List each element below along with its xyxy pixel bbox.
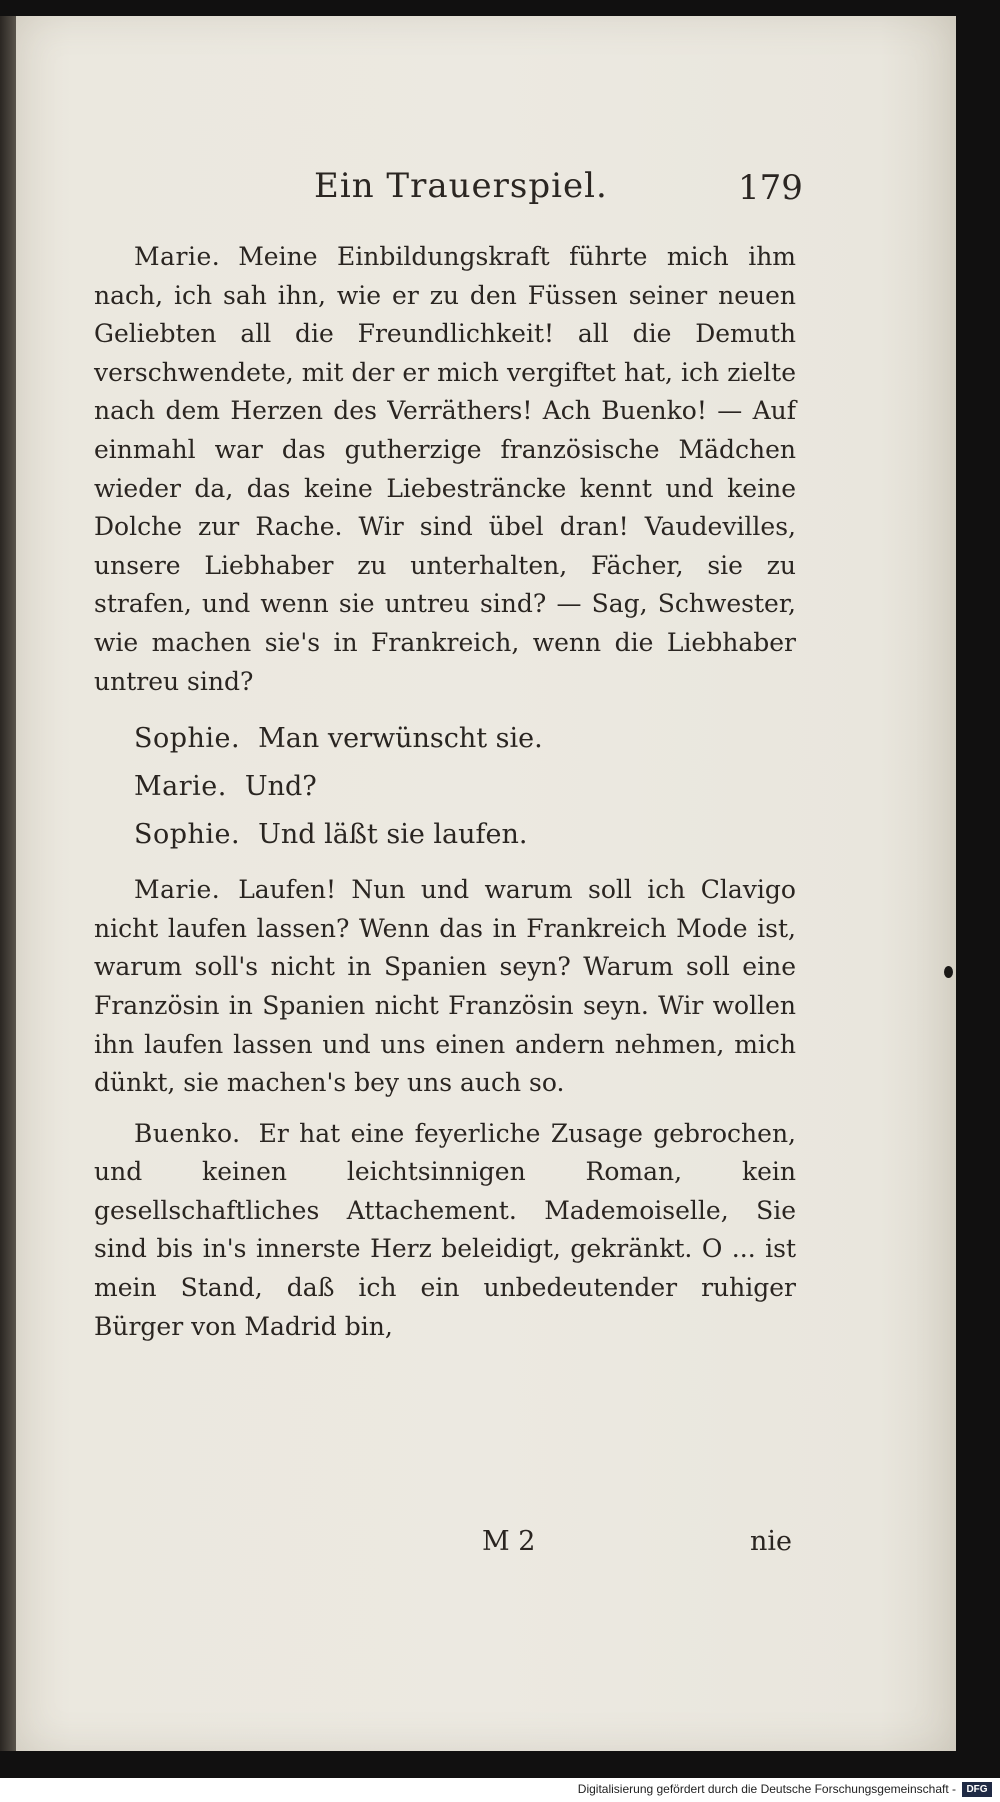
dfg-logo-icon: DFG: [962, 1782, 992, 1797]
speech-text: Und?: [244, 771, 317, 803]
dialogue-paragraph-sophie-2: [94, 811, 796, 859]
scan-artifact-dot: [944, 966, 953, 978]
speech-text: Laufen! Nun und warum soll ich Clavigo nicht laufen lassen? Wenn das in Frankreich Mode ist, warum soll's nicht in Spanien seyn? Warum soll eine Französin in Spanien nicht Französin seyn. Wir wollen ihn laufen lassen und uns einen andern nehmen, mich dünkt, sie machen's bey uns auch so.: [94, 875, 796, 1098]
dialogue-paragraph-marie-3: [94, 871, 796, 1103]
book-page: [16, 16, 956, 1751]
book-spine-edge: [0, 16, 16, 1751]
speech-text: Meine Einbildungskraft führte mich ihm nach, ich sah ihn, wie er zu den Füssen seiner neuen Geliebten all die Freundlichkeit! all die Demuth verschwendete, mit der er mich vergiftet hat, ich zielte nach dem Herzen des Verräthers! Ach Buenko! — Auf einmahl war das gutherzige französische Mädchen wieder da, das keine Liebesträncke kennt und keine Dolche zur Rache. Wir sind übel dran! Vaudevilles, unsere Liebhaber zu unterhalten, Fächer, sie zu strafen, und wenn sie untreu sind? — Sag, Schwester, wie machen sie's in Frankreich, wenn die Liebhaber untreu sind?: [94, 242, 796, 696]
dialogue-paragraph-marie-2: [94, 763, 796, 811]
dialogue-paragraph-marie-1: [94, 238, 796, 701]
speaker-name: Marie.: [134, 875, 221, 905]
signature-mark: M 2: [482, 1526, 536, 1557]
dialogue-text: [94, 238, 796, 1346]
page-footer: [94, 1526, 796, 1566]
page-number: 179: [738, 168, 803, 208]
speech-text: Man verwünscht sie.: [258, 723, 543, 755]
catchword: nie: [749, 1526, 792, 1557]
running-head: [16, 166, 956, 216]
dialogue-paragraph-sophie-1: [94, 715, 796, 763]
speaker-name: Sophie.: [134, 819, 241, 851]
speaker-name: Sophie.: [134, 723, 241, 755]
dialogue-paragraph-buenko-1: [94, 1115, 796, 1347]
speech-text: Und läßt sie laufen.: [258, 819, 528, 851]
speaker-name: Marie.: [134, 242, 221, 271]
running-title: Ein Trauerspiel.: [314, 166, 608, 206]
speaker-name: Buenko.: [134, 1118, 241, 1148]
credit-text: Digitalisierung gefördert durch die Deutsche Forschungsgemeinschaft -: [577, 1782, 956, 1796]
digitization-credit-bar: [0, 1778, 1000, 1802]
speech-text: Er hat eine feyerliche Zusage gebrochen, und keinen leichtsinnigen Roman, kein gesellschaftliches Attachement. Mademoiselle, Sie sind bis in's innerste Herz beleidigt, gekränkt. O ... ist mein Stand, daß ich ein unbedeutender ruhiger Bürger von Madrid bin,: [94, 1118, 796, 1341]
speaker-name: Marie.: [134, 771, 227, 803]
